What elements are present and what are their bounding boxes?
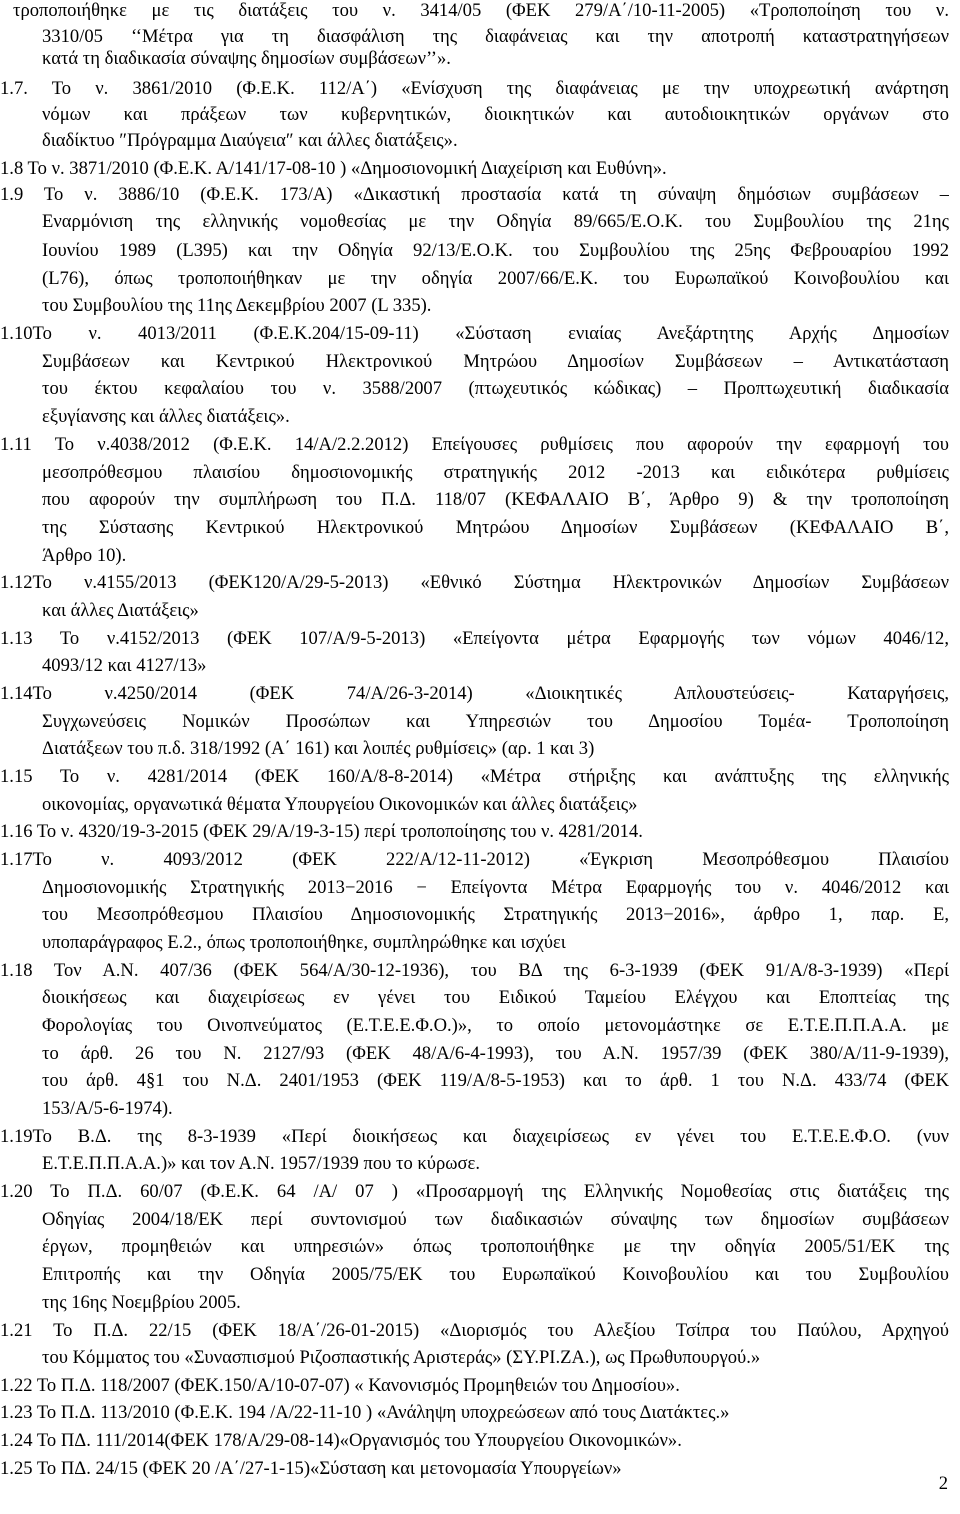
text-line: υποπαράγραφος Ε.2., όπως τροποποιήθηκε, συμπληρώθηκε και ισχύει <box>42 932 566 953</box>
text-line: έργων, προμηθειών και υπηρεσιών» όπως τροποποιήθηκε με την οδηγία 2005/51/ΕΚ της <box>42 1236 949 1257</box>
text-line: Διατάξεων του π.δ. 318/1992 (Α΄ 161) και λοιπές ρυθμίσεις» (αρ. 1 και 3) <box>42 738 595 759</box>
text-line: οικονομίας, οργανωτικά θέματα Υπουργείου Οικονομικών και άλλες διατάξεις» <box>42 794 638 815</box>
text-line: 1.20 Το Π.Δ. 60/07 (Φ.Ε.Κ. 64 /Α/ 07 ) «Προσαρμογή της Ελληνικής Νομοθεσίας στις διατάξεις της <box>0 1181 949 1202</box>
text-line: 1.22 Το Π.Δ. 118/2007 (ΦΕΚ.150/Α/10-07-07) « Κανονισμός Προμηθειών του Δημοσίου». <box>0 1375 680 1396</box>
text-line: Συμβάσεων και Κεντρικού Ηλεκτρονικού Μητρώου Δημοσίων Συμβάσεων – Αντικατάσταση <box>42 351 949 372</box>
text-line: του έκτου κεφαλαίου του ν. 3588/2007 (πτωχευτικός κώδικας) – Προπτωχευτική διαδικασία <box>42 378 949 399</box>
text-line: 1.17Το ν. 4093/2012 (ΦΕΚ 222/Α/12-11-2012) «Έγκριση Μεσοπρόθεσμου Πλαισίου <box>0 849 949 870</box>
text-line: και άλλες Διατάξεις» <box>42 600 199 621</box>
text-line: Οδηγίας 2004/18/ΕΚ περί συντονισμού των διαδικασιών σύναψης των δημοσίων συμβάσεων <box>42 1209 949 1230</box>
text-line: 1.18 Τον Α.Ν. 407/36 (ΦΕΚ 564/Α/30-12-1936), του ΒΔ της 6-3-1939 (ΦΕΚ 91/Α/8-3-1939) «Περί <box>0 960 949 981</box>
text-line: Εναρμόνιση της ελληνικής νομοθεσίας με την Οδηγία 89/665/Ε.Ο.Κ. του Συμβουλίου της 21ης <box>42 211 949 232</box>
text-line: το άρθ. 26 του Ν. 2127/93 (ΦΕΚ 48/Α/6-4-1993), του Α.Ν. 1957/39 (ΦΕΚ 380/Α/11-9-1939), <box>42 1043 949 1064</box>
text-line: του Μεσοπρόθεσμου Πλαισίου Δημοσιονομικής Στρατηγικής 2013−2016», άρθρο 1, παρ. Ε, <box>42 904 949 925</box>
text-line: 4093/12 και 4127/13» <box>42 655 207 676</box>
text-line: 1.9 Το ν. 3886/10 (Φ.Ε.Κ. 173/Α) «Δικαστική προστασία κατά τη σύναψη δημόσιων συμβάσεων – <box>0 184 949 205</box>
text-line: Επιτροπής και την Οδηγία 2005/75/ΕΚ του Ευρωπαϊκού Κοινοβουλίου και του Συμβουλίου <box>42 1264 949 1285</box>
text-line: 1.19Το Β.Δ. της 8-3-1939 «Περί διοικήσεως και διαχειρίσεως εν γένει του Ε.Τ.Ε.Ε.Φ.Ο. (νυν <box>0 1126 949 1147</box>
text-line: του Κόμματος του «Συνασπισμού Ριζοσπαστικής Αριστεράς» (ΣΥ.ΡΙ.ΖΑ.), ως Πρωθυπουργού.» <box>42 1347 761 1368</box>
text-line: 1.10Το ν. 4013/2011 (Φ.Ε.Κ.204/15-09-11) «Σύσταση ενιαίας Ανεξάρτητης Αρχής Δημοσίων <box>0 323 949 344</box>
text-line: διαδίκτυο ″Πρόγραμμα Διαύγεια″ και άλλες διατάξεις». <box>42 130 458 151</box>
text-line: του άρθ. 4§1 του Ν.Δ. 2401/1953 (ΦΕΚ 119/Α/8-5-1953) και το άρθ. 1 του Ν.Δ. 433/74 (ΦΕΚ <box>42 1070 949 1091</box>
text-line: Ε.Τ.Ε.Π.Π.Α.Α.)» και τον Α.Ν. 1957/1939 που το κύρωσε. <box>42 1153 480 1174</box>
text-line: 1.15 Το ν. 4281/2014 (ΦΕΚ 160/Α/8-8-2014) «Μέτρα στήριξης και ανάπτυξης της ελληνικής <box>0 766 949 787</box>
text-line: διοικήσεως και διαχειρίσεως εν γένει του Ειδικού Ταμείου Ελέγχου και Εποπτείας της <box>42 987 949 1008</box>
text-line: 1.21 Το Π.Δ. 22/15 (ΦΕΚ 18/Α΄/26-01-2015) «Διορισμός του Αλεξίου Τσίπρα του Παύλου, Αρχηγού <box>0 1320 949 1341</box>
text-line: 1.25 Το ΠΔ. 24/15 (ΦΕΚ 20 /Α΄/27-1-15)«Σύσταση και μετονομασία Υπουργείων» <box>0 1458 622 1479</box>
text-line: 1.7. Το ν. 3861/2010 (Φ.Ε.Κ. 112/Α΄) «Ενίσχυση της διαφάνειας με την υποχρεωτική ανάρτηση <box>0 78 949 99</box>
text-line: Φορολογίας του Οινοπνεύματος (Ε.Τ.Ε.Ε.Φ.Ο.)», το οποίο μετονομάστηκε σε Ε.Τ.Ε.Π.Π.Α.Α. με <box>42 1015 949 1036</box>
text-line: της 16ης Νοεμβρίου 2005. <box>42 1292 241 1313</box>
text-line: εξυγίανσης και άλλες διατάξεις». <box>42 406 290 427</box>
text-line: Δημοσιονομικής Στρατηγικής 2013−2016 − Επείγοντα Μέτρα Εφαρμογής του ν. 4046/2012 και <box>42 877 949 898</box>
text-line: νόμων και πράξεων των κυβερνητικών, διοικητικών και αυτοδιοικητικών οργάνων στο <box>42 104 949 125</box>
text-line: κατά τη διαδικασία σύναψης δημοσίων συμβάσεων’’». <box>42 48 451 69</box>
text-line: 1.12Το ν.4155/2013 (ΦΕΚ120/Α/29-5-2013) «Εθνικό Σύστημα Ηλεκτρονικών Δημοσίων Συμβάσεων <box>0 572 949 593</box>
text-line: 1.13 Το ν.4152/2013 (ΦΕΚ 107/Α/9-5-2013) «Επείγοντα μέτρα Εφαρμογής των νόμων 4046/12, <box>0 628 949 649</box>
text-line: (L76), όπως τροποποιήθηκαν με την οδηγία 2007/66/Ε.Κ. του Ευρωπαϊκού Κοινοβουλίου και <box>42 268 949 289</box>
text-line: μεσοπρόθεσμου πλαισίου δημοσιονομικής στρατηγικής 2012 -2013 και ειδικότερα ρυθμίσεις <box>42 462 949 483</box>
page-number: 2 <box>938 1473 948 1494</box>
text-line: Ιουνίου 1989 (L395) και την Οδηγία 92/13/Ε.Ο.Κ. του Συμβουλίου της 25ης Φεβρουαρίου 1992 <box>42 240 949 261</box>
text-line: 1.24 Το ΠΔ. 111/2014(ΦΕΚ 178/Α/29-08-14)«Οργανισμός του Υπουργείου Οικονομικών». <box>0 1430 682 1451</box>
text-line: της Σύστασης Κεντρικού Ηλεκτρονικού Μητρώου Δημοσίων Συμβάσεων (ΚΕΦΑΛΑΙΟ Β΄, <box>42 517 949 538</box>
text-line: του Συμβουλίου της 11ης Δεκεμβρίου 2007 (L 335). <box>42 295 432 316</box>
text-line: 153/Α/5-6-1974). <box>42 1098 173 1119</box>
text-line: 1.8 Το ν. 3871/2010 (Φ.Ε.Κ. Α/141/17-08-10 ) «Δημοσιονομική Διαχείριση και Ευθύνη». <box>0 158 667 179</box>
text-line: 3310/05 ‘‘Μέτρα για τη διασφάλιση της διαφάνειας και την αποτροπή καταστρατηγήσεων <box>42 26 949 47</box>
text-line: 1.11 Το ν.4038/2012 (Φ.Ε.Κ. 14/Α/2.2.2012) Επείγουσες ρυθμίσεις που αφορούν την εφαρμογή του <box>0 434 949 455</box>
text-line: Συγχωνεύσεις Νομικών Προσώπων και Υπηρεσιών του Δημοσίου Τομέα- Τροποποίηση <box>42 711 949 732</box>
text-line: 1.23 Το Π.Δ. 113/2010 (Φ.Ε.Κ. 194 /Α/22-11-10 ) «Ανάληψη υποχρεώσεων από τους Διατάκτες.» <box>0 1402 730 1423</box>
text-line: 1.16 Το ν. 4320/19-3-2015 (ΦΕΚ 29/Α/19-3-15) περί τροποποίησης του ν. 4281/2014. <box>0 821 643 842</box>
text-line: που αφορούν την συμπλήρωση του Π.Δ. 118/07 (ΚΕΦΑΛΑΙΟ Β΄, Άρθρο 9) & την τροποποίηση <box>42 489 949 510</box>
text-line: 1.14Το ν.4250/2014 (ΦΕΚ 74/Α/26-3-2014) «Διοικητικές Απλουστεύσεις- Καταργήσεις, <box>0 683 949 704</box>
text-line: Άρθρο 10). <box>42 545 127 566</box>
text-line: τροποποιήθηκε με τις διατάξεις του ν. 3414/05 (ΦΕΚ 279/Α΄/10-11-2005) «Τροποποίηση του ν. <box>13 0 949 21</box>
